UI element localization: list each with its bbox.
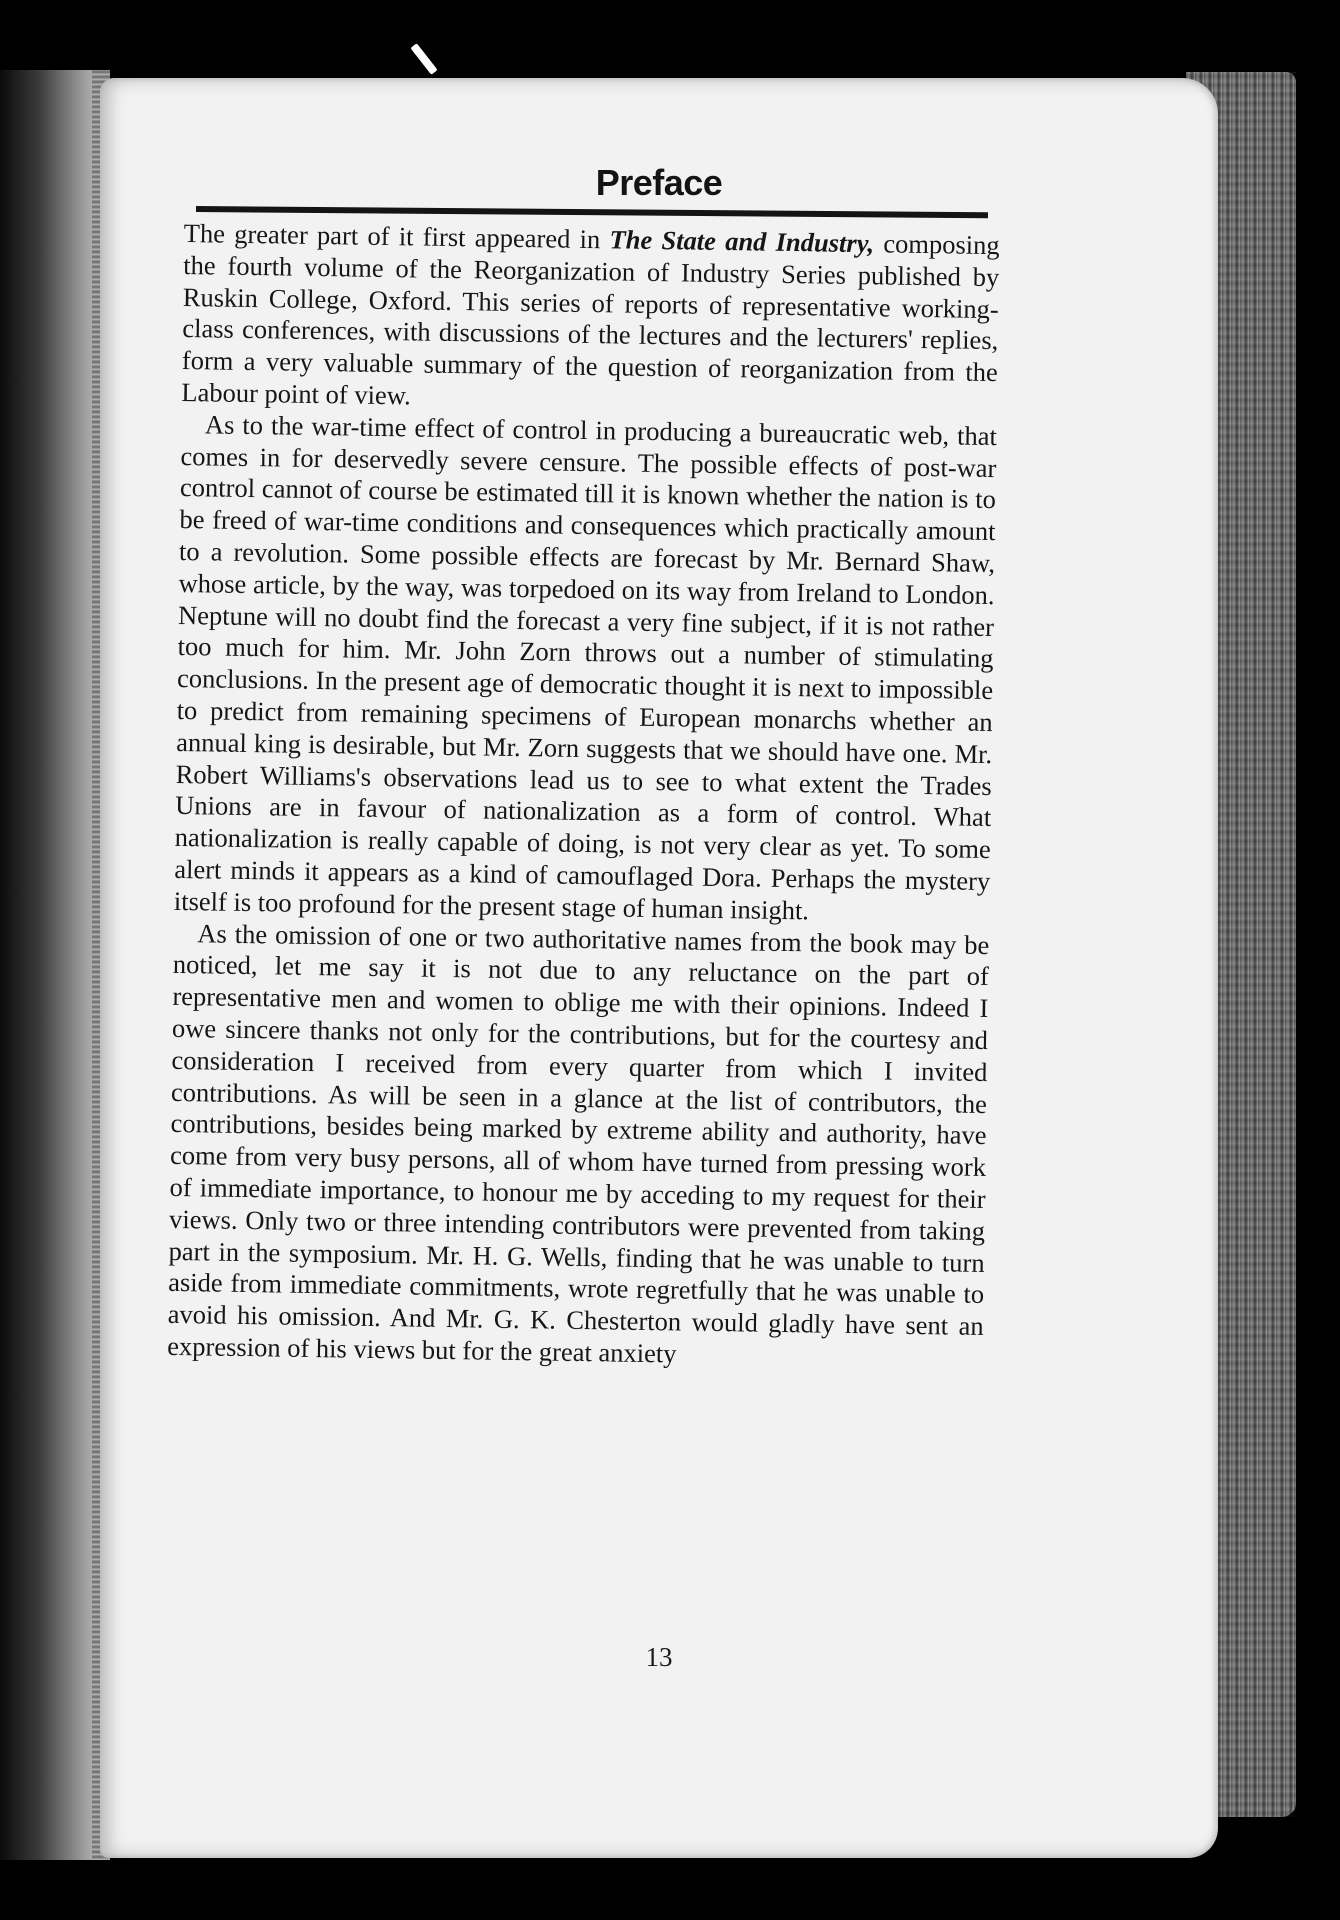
scan-artifact-mark	[410, 43, 437, 75]
page-number: 13	[645, 1642, 673, 1672]
paragraph: As to the war-time effect of control in producing a bureaucratic web, that comes in for deservedly severe censure. The possible effects of post-war control cannot of course be estimated till it is known whether the nation is to be freed of war-time conditions and consequences which practically amount to a revolution. Some possible effects are forecast by Mr. Bernard Shaw, whose article, by the way, was torpedoed on its way from Ireland to London. Neptune will no doubt find the forecast a very fine subject, if it is not rather too much for him. Mr. John Zorn throws out a number of stimulating conclusions. In the present age of democratic thought it is next to impossible to predict from remaining specimens of European monarchs whether an annual king is desirable, but Mr. Zorn suggests that we should have one. Mr. Robert Williams's observations lead us to see to what extent the Trades Unions are in favour of nationalization as a form of control. What nationalization is really capable of doing, is not very clear as yet. To some alert minds it appears as a kind of camouflaged Dora. Perhaps the mystery itself is too profound for the present stage of human insight.	[173, 409, 998, 926]
heading-rule	[196, 206, 988, 218]
paragraph	[181, 218, 1000, 421]
paragraph-text: The greater part of it first appeared in	[183, 218, 610, 255]
page-heading: Preface	[595, 162, 723, 203]
book-title: The State and Industry,	[609, 224, 875, 259]
book-page	[100, 78, 1218, 1858]
preface-body	[167, 218, 1000, 1375]
paragraph: As the omission of one or two authoritative names from the book may be noticed, let me say it is not due to any reluctance on the part of representative men and women to oblige me with their opinions. Indeed I owe sincere thanks not only for the contributions, but for the courtesy and consideration I received from every quarter from which I invited contributions. As will be seen in a glance at the list of contributors, the contributions, besides being marked by extreme ability and authority, have come from very busy persons, all of whom have turned from pressing work of immediate importance, to honour me by acceding to my request for their views. Only two or three intending contributors were prevented from taking part in the symposium. Mr. H. G. Wells, finding that he was unable to turn aside from immediate commitments, wrote regretfully that he was unable to avoid his omission. And Mr. G. K. Chesterton would gladly have sent an expression of his views but for the great anxiety	[167, 917, 990, 1369]
paragraph-text: composing the fourth volume of the Reorganization of Industry Series published by Ruskin College, Oxford. This series of reports of representative working-class conferences, with discussions of the lectures and the lecturers' replies, form a very valuable summary of the question of reorganization from the Labour point of view.	[181, 228, 1000, 411]
